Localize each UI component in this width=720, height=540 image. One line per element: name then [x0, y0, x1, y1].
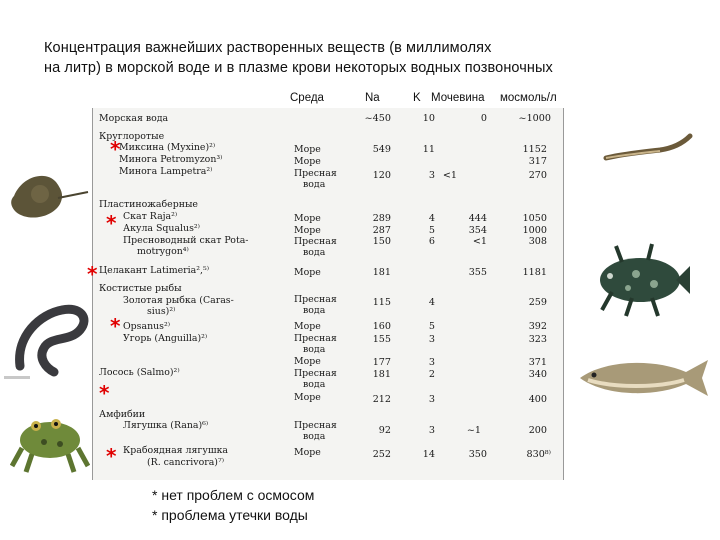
- header-osm: мосмоль/л: [500, 92, 557, 104]
- salmon-image: [574, 352, 712, 402]
- row-latimeria-env: Море: [294, 267, 321, 278]
- row-opsanus-env: Море: [294, 321, 321, 332]
- header-urea: Мочевина: [431, 92, 485, 104]
- row-salmo-na-a: 177: [372, 357, 391, 368]
- row-myxine-osm: 1152: [522, 144, 547, 155]
- row-raja-osm: 1050: [522, 213, 547, 224]
- frog-image: [10, 404, 90, 474]
- row-salmo-sea2-osm: 400: [528, 394, 547, 405]
- row-potamotrygon-urea: <1: [472, 236, 487, 247]
- row-opsanus-na: 160: [372, 321, 391, 332]
- row-rana-name: Лягушка (Rana)⁶⁾: [123, 420, 209, 431]
- row-salmo-name: Лосось (Salmo)²⁾: [99, 367, 180, 378]
- row-lampetra-na: 120: [372, 170, 391, 181]
- row-salmo-sea2-k: 3: [428, 394, 435, 405]
- row-salmo-osm-a: 371: [528, 357, 547, 368]
- row-salmo-sea2-na: 212: [372, 394, 391, 405]
- row-cancrivora-name1: Крабоядная лягушка: [123, 445, 229, 456]
- row-carassius-name2: sius)²⁾: [147, 306, 176, 317]
- row-anguilla-name: Угорь (Anguilla)²⁾: [123, 333, 208, 344]
- row-raja-k: 4: [428, 213, 435, 224]
- row-carassius-name1: Золотая рыбка (Caras-: [123, 295, 234, 306]
- row-cancrivora-k: 14: [422, 449, 435, 460]
- row-rana-na: 92: [378, 425, 391, 436]
- row-salmo-env-a: Море: [294, 356, 321, 367]
- row-anguilla-na: 155: [372, 334, 391, 345]
- row-salmo-k-a: 3: [428, 357, 435, 368]
- row-lampetra-env2: вода: [303, 179, 326, 190]
- row-salmo-k-b: 2: [428, 369, 435, 380]
- row-raja-env: Море: [294, 213, 321, 224]
- title-line-2: на литр) в морской воде и в плазме крови некоторых водных позвоночных: [44, 60, 553, 76]
- header-env: Среда: [290, 92, 324, 104]
- row-carassius-env2: вода: [303, 305, 326, 316]
- legend-line-2: * проблема утечки воды: [152, 507, 308, 523]
- row-rana-osm: 200: [528, 425, 547, 436]
- lamprey-image: [602, 128, 694, 168]
- row-carassius-na: 115: [372, 297, 391, 308]
- row-myxine-k: 11: [422, 144, 435, 155]
- row-salmo-env-c: вода: [303, 379, 326, 390]
- row-anguilla-osm: 323: [528, 334, 547, 345]
- sea-osm: ~1000: [518, 113, 551, 124]
- row-potamotrygon-k: 6: [428, 236, 435, 247]
- title-line-1: Концентрация важнейших растворенных веществ (в миллимолях: [44, 40, 492, 56]
- row-anguilla-k: 3: [428, 334, 435, 345]
- row-potamotrygon-osm: 308: [528, 236, 547, 247]
- row-cancrivora-osm: 830⁸⁾: [526, 449, 551, 460]
- row-potamotrygon-env2: вода: [303, 247, 326, 258]
- stingray-image: [6, 166, 90, 226]
- legend-line-1: * нет проблем с осмосом: [152, 487, 315, 503]
- row-lampetra-name: Минога Lampetra²⁾: [119, 166, 213, 177]
- row-lampetra-env1: Пресная: [294, 168, 337, 179]
- row-lampetra-urea: <1: [442, 170, 457, 181]
- row-opsanus-k: 5: [428, 321, 435, 332]
- table-scan: [92, 108, 564, 480]
- group-cyclostomes: Круглоротые: [99, 131, 165, 142]
- row-squalus-env: Море: [294, 225, 321, 236]
- row-myxine-na: 549: [372, 144, 391, 155]
- row-salmo-na-b: 181: [372, 369, 391, 380]
- row-petromyzon-osm: 317: [528, 156, 547, 167]
- row-raja-na: 289: [372, 213, 391, 224]
- slide-title: [44, 38, 684, 78]
- row-raja-name: Скат Raja²⁾: [123, 211, 178, 222]
- row-potamotrygon-env1: Пресная: [294, 236, 337, 247]
- eel-image: [10, 296, 94, 378]
- row-squalus-na: 287: [372, 225, 391, 236]
- sea-k: 10: [422, 113, 435, 124]
- coelacanth-image: [592, 240, 692, 320]
- row-carassius-env1: Пресная: [294, 294, 337, 305]
- row-rana-env1: Пресная: [294, 420, 337, 431]
- row-squalus-urea: 354: [468, 225, 487, 236]
- group-amphibia: Амфибии: [99, 409, 146, 420]
- row-potamotrygon-name1: Пресноводный скат Pota-: [123, 235, 249, 246]
- row-salmo-osm-b: 340: [528, 369, 547, 380]
- row-squalus-osm: 1000: [522, 225, 547, 236]
- sea-urea: 0: [480, 113, 487, 124]
- star-marker-elasmo: *: [106, 211, 117, 235]
- row-cancrivora-name2: (R. cancrivora)⁷⁾: [147, 457, 225, 468]
- row-opsanus-osm: 392: [528, 321, 547, 332]
- row-potamotrygon-na: 150: [372, 236, 391, 247]
- header-k: K: [413, 92, 421, 104]
- row-salmo-sea2-env: Море: [294, 392, 321, 403]
- row-cancrivora-env: Море: [294, 447, 321, 458]
- row-opsanus-name: Opsanus²⁾: [123, 321, 171, 332]
- row-latimeria-urea: 355: [468, 267, 487, 278]
- group-bony: Костистые рыбы: [99, 283, 182, 294]
- row-anguilla-env2: вода: [303, 344, 326, 355]
- star-marker-latimeria: *: [87, 262, 98, 286]
- row-cancrivora-urea: 350: [468, 449, 487, 460]
- star-marker-opsanus: *: [110, 314, 121, 338]
- row-petromyzon-name: Минога Petromyzon³⁾: [119, 154, 223, 165]
- row-raja-urea: 444: [468, 213, 487, 224]
- row-carassius-k: 4: [428, 297, 435, 308]
- header-na: Na: [365, 92, 380, 104]
- row-cancrivora-na: 252: [372, 449, 391, 460]
- row-latimeria-name: Целакант Latimeria²,⁵⁾: [99, 265, 210, 276]
- divider-line: [4, 376, 30, 379]
- star-marker-cancrivora: *: [106, 444, 117, 468]
- row-potamotrygon-name2: motrygon⁴⁾: [137, 246, 189, 257]
- row-squalus-name: Акула Squalus²⁾: [123, 223, 200, 234]
- row-lampetra-osm: 270: [528, 170, 547, 181]
- row-petromyzon-env: Море: [294, 156, 321, 167]
- star-marker-myxine: *: [110, 137, 121, 161]
- row-rana-env2: вода: [303, 431, 326, 442]
- row-latimeria-osm: 1181: [522, 267, 547, 278]
- row-latimeria-na: 181: [372, 267, 391, 278]
- row-squalus-k: 5: [428, 225, 435, 236]
- row-rana-k: 3: [428, 425, 435, 436]
- row-sea-water-label: Морская вода: [99, 113, 169, 124]
- star-marker-salmo: *: [99, 381, 110, 405]
- row-salmo-env-b: Пресная: [294, 368, 337, 379]
- sea-na: ~450: [364, 113, 391, 124]
- row-myxine-env: Море: [294, 144, 321, 155]
- group-elasmo: Пластиножаберные: [99, 199, 198, 210]
- row-myxine-name: Миксина (Myxine)²⁾: [119, 142, 216, 153]
- row-carassius-osm: 259: [528, 297, 547, 308]
- row-anguilla-env1: Пресная: [294, 333, 337, 344]
- row-lampetra-k: 3: [428, 170, 435, 181]
- row-rana-urea: ~1: [466, 425, 481, 436]
